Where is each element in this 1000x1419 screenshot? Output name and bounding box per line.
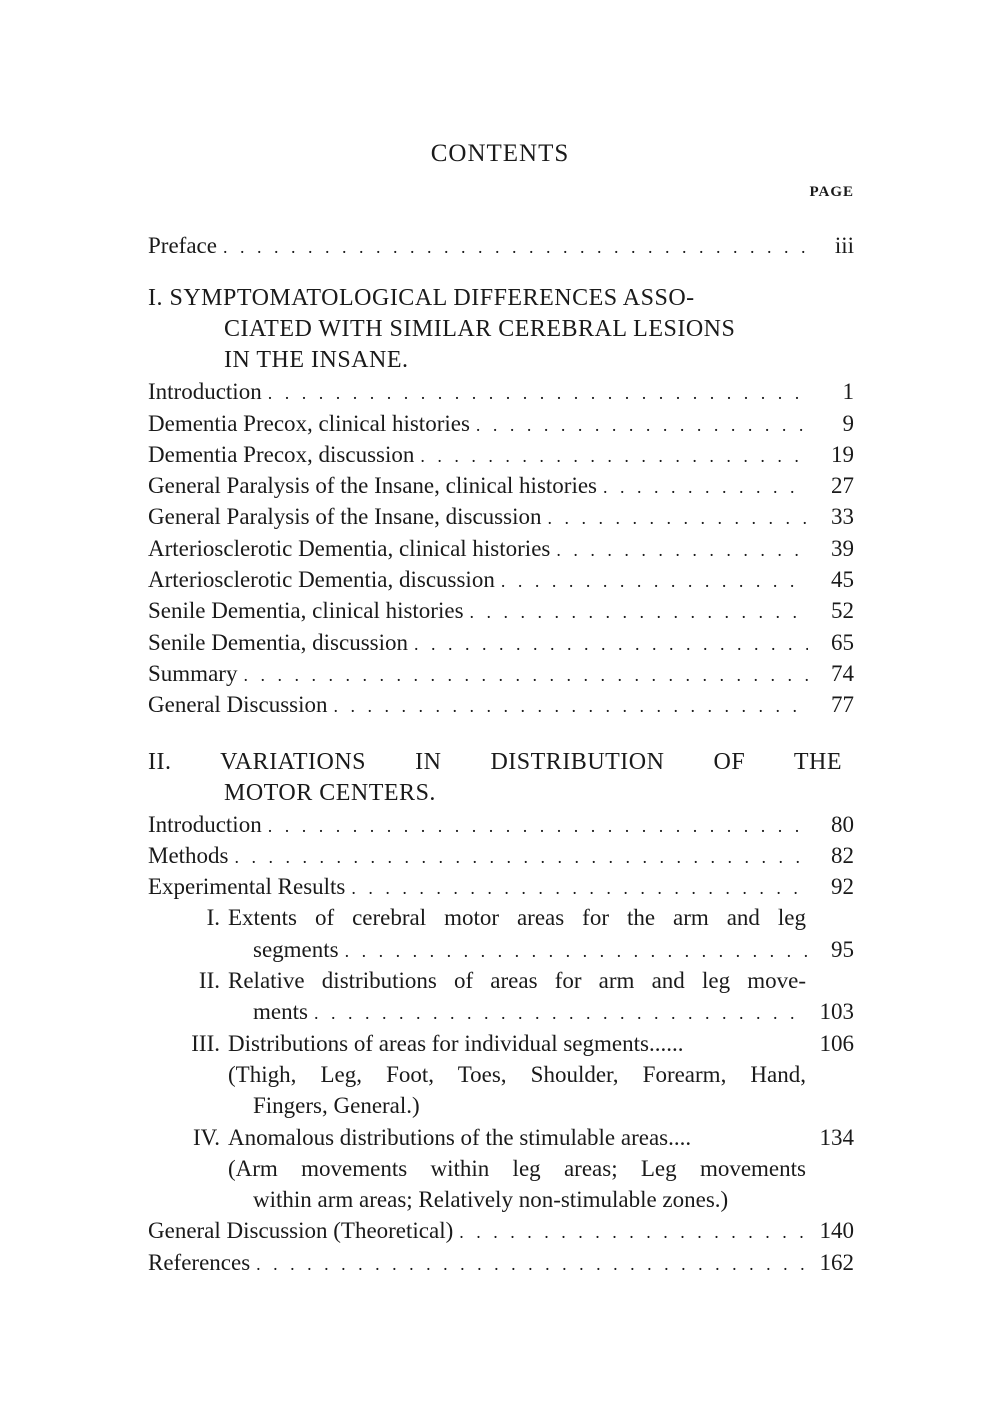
dot-leader	[268, 378, 808, 409]
page-title: CONTENTS	[430, 140, 570, 167]
subsection-numeral: II.	[198, 968, 220, 994]
toc-entry-label: Arteriosclerotic Dementia, discussion	[148, 567, 495, 593]
toc-entry	[148, 501, 854, 532]
toc-entry-page: 134	[819, 1124, 854, 1150]
toc-entry-preface	[148, 230, 854, 261]
dot-leader	[334, 691, 809, 722]
part-one-heading	[148, 283, 842, 376]
toc-entry-page: 9	[842, 410, 854, 436]
subsection-note: within arm areas; Relatively non-stimulable zones.)	[253, 1187, 729, 1213]
toc-entry-label: Introduction	[148, 379, 262, 405]
toc-entry-page: 65	[831, 629, 854, 655]
dot-leader	[235, 842, 809, 873]
toc-entry-label: Dementia Precox, discussion	[148, 441, 415, 467]
subsection-note-line	[228, 1090, 854, 1121]
dot-leader	[351, 873, 808, 904]
subsection-line	[228, 1028, 854, 1059]
toc-entry-page: 106	[819, 1030, 854, 1056]
dot-leader	[268, 811, 808, 842]
toc-entry-page: iii	[834, 233, 854, 258]
toc-entry	[148, 689, 854, 720]
subsection-numeral: III.	[191, 1030, 220, 1056]
toc-entry-label: General Discussion (Theoretical)	[148, 1218, 454, 1244]
toc-entry-label: Senile Dementia, clinical histories	[148, 598, 464, 624]
toc-entry-page: 95	[831, 936, 854, 962]
subsection-line	[228, 902, 854, 933]
toc-entry-page: 74	[831, 660, 854, 686]
part-one-heading-line: IN THE INSANE.	[224, 347, 409, 374]
toc-entry-page: 103	[819, 999, 854, 1025]
dot-leader	[414, 629, 808, 660]
page-column-label: PAGE	[809, 184, 854, 200]
toc-entry-page: 140	[819, 1218, 854, 1244]
toc-entry	[148, 840, 854, 871]
dot-leader	[603, 472, 808, 503]
toc-entry-page: 45	[831, 567, 854, 593]
subsection-note: (Thigh, Leg, Foot, Toes, Shoulder, Forearm, Hand,	[228, 1061, 806, 1087]
toc-entry	[148, 1215, 854, 1246]
toc-entry-label: References	[148, 1249, 251, 1275]
dot-leader	[470, 597, 808, 628]
table-of-contents	[148, 230, 854, 1278]
part-two-heading-line: II. VARIATIONS IN DISTRIBUTION OF THE	[148, 748, 842, 775]
toc-entry-page: 52	[831, 598, 854, 624]
toc-entry	[148, 627, 854, 658]
toc-entry-label: General Discussion	[148, 692, 328, 718]
dot-leader	[420, 441, 808, 472]
toc-entry-label: Preface	[148, 233, 217, 258]
toc-entry-page: 92	[831, 874, 854, 900]
subsection-label: ments	[253, 999, 308, 1025]
toc-entry	[148, 470, 854, 501]
toc-entry-label: Arteriosclerotic Dementia, clinical histories	[148, 535, 551, 561]
subsection-entry	[148, 902, 854, 965]
toc-entry	[148, 376, 854, 407]
toc-entry-label: Dementia Precox, clinical histories	[148, 410, 470, 436]
dot-leader	[476, 410, 808, 441]
toc-entry	[148, 595, 854, 626]
part-one-heading-line: CIATED WITH SIMILAR CEREBRAL LESIONS	[224, 316, 736, 343]
dot-leader	[223, 232, 808, 263]
subsection-entry	[148, 1028, 854, 1122]
subsection-label: Extents of cerebral motor areas for the arm and leg	[228, 905, 806, 931]
dot-leader	[556, 535, 808, 566]
toc-entry-page: 80	[831, 811, 854, 837]
toc-entry	[148, 533, 854, 564]
subsection-label: Relative distributions of areas for arm and leg move-	[228, 968, 806, 994]
toc-entry-label: Experimental Results	[148, 874, 346, 900]
subsection-note-line	[228, 1059, 854, 1090]
dot-leader	[314, 998, 808, 1029]
subsection-line	[228, 1122, 854, 1153]
toc-entry-page: 19	[831, 441, 854, 467]
part-one-entries	[148, 376, 854, 720]
subsection-line	[228, 965, 854, 996]
toc-entry-page: 1	[842, 379, 854, 405]
toc-entry	[148, 658, 854, 689]
toc-entry-label: Senile Dementia, discussion	[148, 629, 408, 655]
subsection-numeral: I.	[206, 905, 220, 931]
subsection-note: (Arm movements within leg areas; Leg movements	[228, 1155, 806, 1181]
subsection-line	[228, 996, 854, 1027]
toc-entry-page: 39	[831, 535, 854, 561]
toc-entry	[148, 1247, 854, 1278]
part-one-heading-line: I. SYMPTOMATOLOGICAL DIFFERENCES ASSO-	[148, 285, 695, 312]
subsection-label: Anomalous distributions of the stimulable areas....	[228, 1124, 692, 1150]
subsection-entry	[148, 1122, 854, 1216]
subsection-numeral: IV.	[192, 1124, 220, 1150]
part-two-entries	[148, 809, 854, 1278]
toc-entry-label: Methods	[148, 842, 229, 868]
toc-entry-label: General Paralysis of the Insane, clinical histories	[148, 473, 597, 499]
dot-leader	[459, 1217, 808, 1248]
part-two-heading	[148, 747, 842, 809]
toc-entry	[148, 871, 854, 902]
toc-entry	[148, 439, 854, 470]
dot-leader	[345, 936, 808, 967]
dot-leader	[501, 566, 808, 597]
toc-entry-page: 77	[831, 692, 854, 718]
toc-entry-page: 33	[831, 504, 854, 530]
toc-entry-label: Summary	[148, 660, 238, 686]
dot-leader	[256, 1249, 808, 1280]
subsection-label: Distributions of areas for individual segments......	[228, 1030, 684, 1056]
subsection-entry	[148, 965, 854, 1028]
toc-entry	[148, 809, 854, 840]
toc-entry-label: Introduction	[148, 811, 262, 837]
toc-entry-page: 82	[831, 842, 854, 868]
subsection-note-line	[228, 1184, 854, 1215]
toc-entry	[148, 564, 854, 595]
part-two-heading-line: MOTOR CENTERS.	[224, 779, 436, 806]
toc-entry-page: 27	[831, 473, 854, 499]
dot-leader	[547, 503, 808, 534]
subsection-note-line	[228, 1153, 854, 1184]
toc-entry-page: 162	[819, 1249, 854, 1275]
subsection-line	[228, 934, 854, 965]
toc-entry	[148, 408, 854, 439]
toc-entry-label: General Paralysis of the Insane, discussion	[148, 504, 542, 530]
subsection-label: segments	[253, 936, 339, 962]
dot-leader	[243, 660, 808, 691]
subsection-note: Fingers, General.)	[253, 1093, 420, 1119]
